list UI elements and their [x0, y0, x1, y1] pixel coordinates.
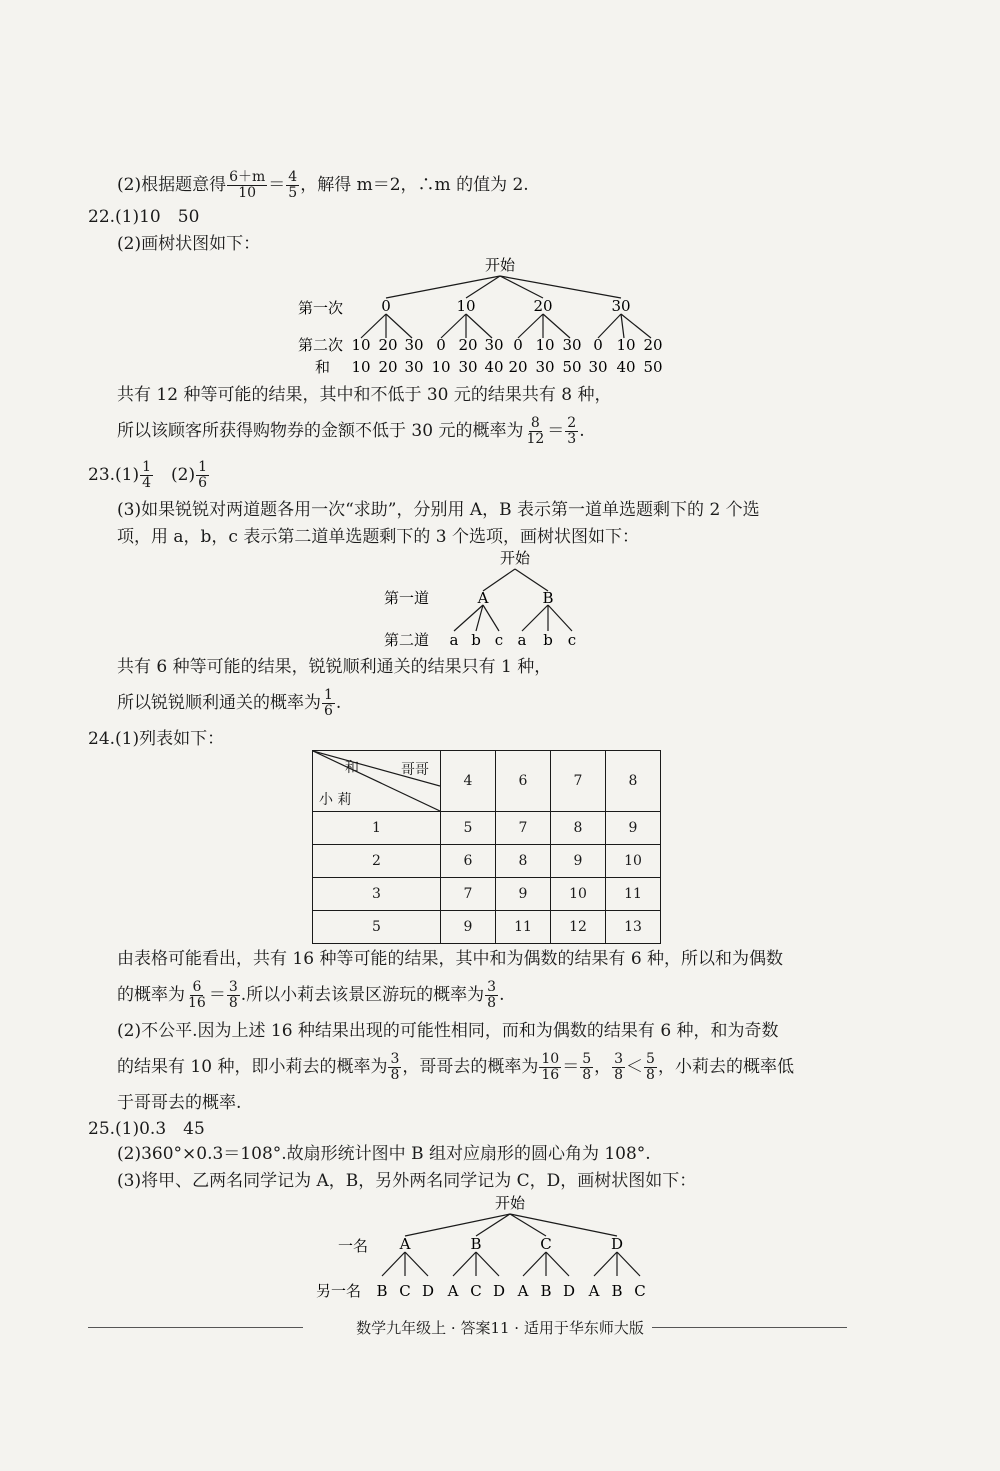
tree-leaf: B	[611, 1282, 623, 1300]
tree-leaf: 30	[562, 336, 582, 354]
table-corner-cell	[313, 751, 441, 812]
corner-xiaoli-label: 小 莉	[319, 792, 352, 808]
tree-sum: 30	[458, 358, 478, 376]
tree-leaf: B	[540, 1282, 552, 1300]
q25-part1: 25.(1)0.3 45	[88, 1119, 205, 1139]
fraction: $\frac{5}{8}$	[646, 1051, 655, 1083]
tree-sum: 20	[378, 358, 398, 376]
tree-sum: 30	[404, 358, 424, 376]
tree-node: A	[477, 589, 489, 607]
fraction: $\frac{2}{3}$	[567, 415, 577, 447]
level1-label: 第一次	[298, 299, 344, 317]
q23-part1-2: 23.(1) $\frac{1}{4}$ (2) $\frac{1}{6}$	[88, 459, 208, 491]
tree-sum: 30	[535, 358, 555, 376]
tree-node: A	[399, 1235, 411, 1253]
q25-tree-diagram	[0, 1188, 1000, 1303]
level2-label: 另一名	[316, 1282, 362, 1300]
sum-table	[312, 750, 661, 944]
tree-leaf: a	[449, 631, 459, 649]
q24-part2-line2: 的结果有 10 种，即小莉去的概率为 $\frac{3}{8}$ ，哥哥去的概率为 $\frac{10}{16}$ ＝ $\frac{5}{8}$ ， $\frac{3}{8}$ ＜ $\frac{5}{8}$ ，小莉去的概率低	[117, 1051, 794, 1083]
tree-leaf: 30	[484, 336, 504, 354]
tree-node: C	[540, 1235, 552, 1253]
tree-sum: 50	[562, 358, 582, 376]
corner-brother-label: 哥哥	[401, 762, 429, 778]
tree-sum: 40	[484, 358, 504, 376]
tree-leaf: 20	[643, 336, 663, 354]
fraction: $\frac{8}{12}$	[526, 415, 545, 447]
footer-rule-right	[652, 1327, 847, 1328]
tree-leaf: b	[543, 631, 553, 649]
tree-leaf: 30	[404, 336, 424, 354]
q23-conclusion-1: 共有 6 种等可能的结果，锐锐顺利通关的结果只有 1 种，	[117, 657, 552, 677]
q25-part3: (3)将甲、乙两名同学记为 A，B，另外两名同学记为 C，D，画树状图如下：	[117, 1171, 697, 1191]
tree-node: B	[470, 1235, 482, 1253]
tree-sum: 10	[351, 358, 371, 376]
tree-sum: 20	[508, 358, 528, 376]
tree-leaf: 10	[535, 336, 555, 354]
q24-conclusion-2: 的概率为 $\frac{6}{16}$ ＝ $\frac{3}{8}$ .所以小莉去该景区游玩的概率为 $\frac{3}{8}$ .	[117, 979, 505, 1011]
q24-conclusion-1: 由表格可能看出，共有 16 种等可能的结果，其中和为偶数的结果有 6 种，所以和为偶数	[117, 949, 784, 969]
tree-leaf: a	[517, 631, 527, 649]
tree-leaf: 0	[513, 336, 523, 354]
tree-leaf: 10	[616, 336, 636, 354]
fraction: $\frac{10}{16}$	[541, 1051, 560, 1083]
tree-leaf: 0	[436, 336, 446, 354]
table-row: 3 7 9 10 11	[313, 878, 661, 911]
tree-sum: 50	[643, 358, 663, 376]
tree-leaf: 0	[593, 336, 603, 354]
table-row: 1 5 7 8 9	[313, 812, 661, 845]
table-header-row	[313, 751, 661, 812]
tree-sum: 10	[431, 358, 451, 376]
tree-root: 开始	[494, 1194, 526, 1212]
tree-leaf: 20	[458, 336, 478, 354]
q22-conclusion-2: 所以该顾客所获得购物券的金额不低于 30 元的概率为 $\frac{8}{12}$ ＝ $\frac{2}{3}$ .	[117, 415, 585, 447]
tree-leaf: C	[634, 1282, 646, 1300]
col-header: 4	[441, 751, 496, 812]
col-header: 8	[606, 751, 661, 812]
tree-leaf: C	[470, 1282, 482, 1300]
level2-label: 第二道	[384, 631, 430, 649]
q23-conclusion-2: 所以锐锐顺利通关的概率为 $\frac{1}{6}$ .	[117, 687, 342, 719]
tree-sum: 40	[616, 358, 636, 376]
row-header: 2	[313, 845, 441, 878]
tree-node: D	[610, 1235, 624, 1253]
tree-node: 30	[611, 297, 631, 315]
fraction: $\frac{3}{8}$	[228, 979, 238, 1011]
tree-node: 20	[533, 297, 553, 315]
row-header: 1	[313, 812, 441, 845]
fraction: $\frac{1}{6}$	[198, 459, 208, 491]
tree-node: 10	[456, 297, 476, 315]
fraction: $\frac{4}{5}$	[288, 169, 298, 201]
level1-label: 第一道	[384, 589, 430, 607]
q22-part1: 22.(1)10 50	[88, 207, 200, 227]
q22-conclusion-1: 共有 12 种等可能的结果，其中和不低于 30 元的结果共有 8 种，	[117, 385, 612, 405]
tree-leaf: A	[517, 1282, 529, 1300]
row-header: 5	[313, 911, 441, 944]
tree-leaf: c	[494, 631, 504, 649]
table-row: 2 6 8 9 10	[313, 845, 661, 878]
tree-sum: 30	[588, 358, 608, 376]
level1-label: 一名	[338, 1237, 369, 1255]
fraction: $\frac{5}{8}$	[582, 1051, 592, 1083]
tree-root: 开始	[484, 256, 516, 274]
level2-label: 第二次	[298, 336, 344, 354]
fraction: $\frac{6}{16}$	[188, 979, 206, 1011]
q24-part2-line1: (2)不公平.因为上述 16 种结果出现的可能性相同，而和为偶数的结果有 6 种，和为奇数	[117, 1021, 779, 1041]
page-footer: 数学九年级上 · 答案11 · 适用于华东师大版	[356, 1319, 644, 1337]
col-header: 7	[551, 751, 606, 812]
tree-node: B	[542, 589, 554, 607]
q23-part3-line1: (3)如果锐锐对两道题各用一次“求助”，分别用 A，B 表示第一道单选题剩下的 2 个选	[117, 500, 760, 520]
footer-rule-left	[88, 1327, 303, 1328]
tree-leaf: A	[588, 1282, 600, 1300]
tree-leaf: B	[376, 1282, 388, 1300]
tree-leaf: A	[447, 1282, 459, 1300]
tree-root: 开始	[499, 549, 531, 567]
tree-leaf: 10	[351, 336, 371, 354]
q23-tree-diagram	[0, 545, 1000, 655]
fraction: $\frac{1}{6}$	[324, 687, 333, 719]
fraction: $\frac{1}{4}$	[142, 459, 152, 491]
tree-leaf: c	[567, 631, 577, 649]
col-header: 6	[496, 751, 551, 812]
fraction: $\frac{3}{8}$	[487, 979, 497, 1011]
tree-leaf: D	[562, 1282, 576, 1300]
tree-node: 0	[381, 297, 391, 315]
tree-leaf: 20	[378, 336, 398, 354]
sum-label: 和	[315, 358, 331, 376]
table-row: 5 9 11 12 13	[313, 911, 661, 944]
q22-part2: (2)画树状图如下：	[117, 234, 261, 254]
fraction: $\frac{6+m}{10}$	[229, 169, 266, 201]
q24-part1: 24.(1)列表如下：	[88, 729, 225, 749]
fraction: $\frac{3}{8}$	[614, 1051, 624, 1083]
q21-part2: (2)根据题意得 $\frac{6+m}{10}$ ＝ $\frac{4}{5}$ ，解得 m＝2，∴m 的值为 2.	[117, 169, 529, 201]
row-header: 3	[313, 878, 441, 911]
q23-part3-line2: 项，用 a，b，c 表示第二道单选题剩下的 3 个选项，画树状图如下：	[117, 527, 639, 547]
tree-leaf: D	[492, 1282, 506, 1300]
tree-leaf: C	[399, 1282, 411, 1300]
fraction: $\frac{3}{8}$	[390, 1051, 400, 1083]
corner-sum-label: 和	[345, 760, 359, 776]
q22-tree-diagram	[0, 250, 1000, 380]
tree-leaf: b	[471, 631, 481, 649]
tree-leaf: D	[421, 1282, 435, 1300]
q25-part2: (2)360°×0.3＝108°.故扇形统计图中 B 组对应扇形的圆心角为 108°.	[117, 1144, 651, 1164]
q24-part2-line3: 于哥哥去的概率.	[117, 1093, 242, 1113]
